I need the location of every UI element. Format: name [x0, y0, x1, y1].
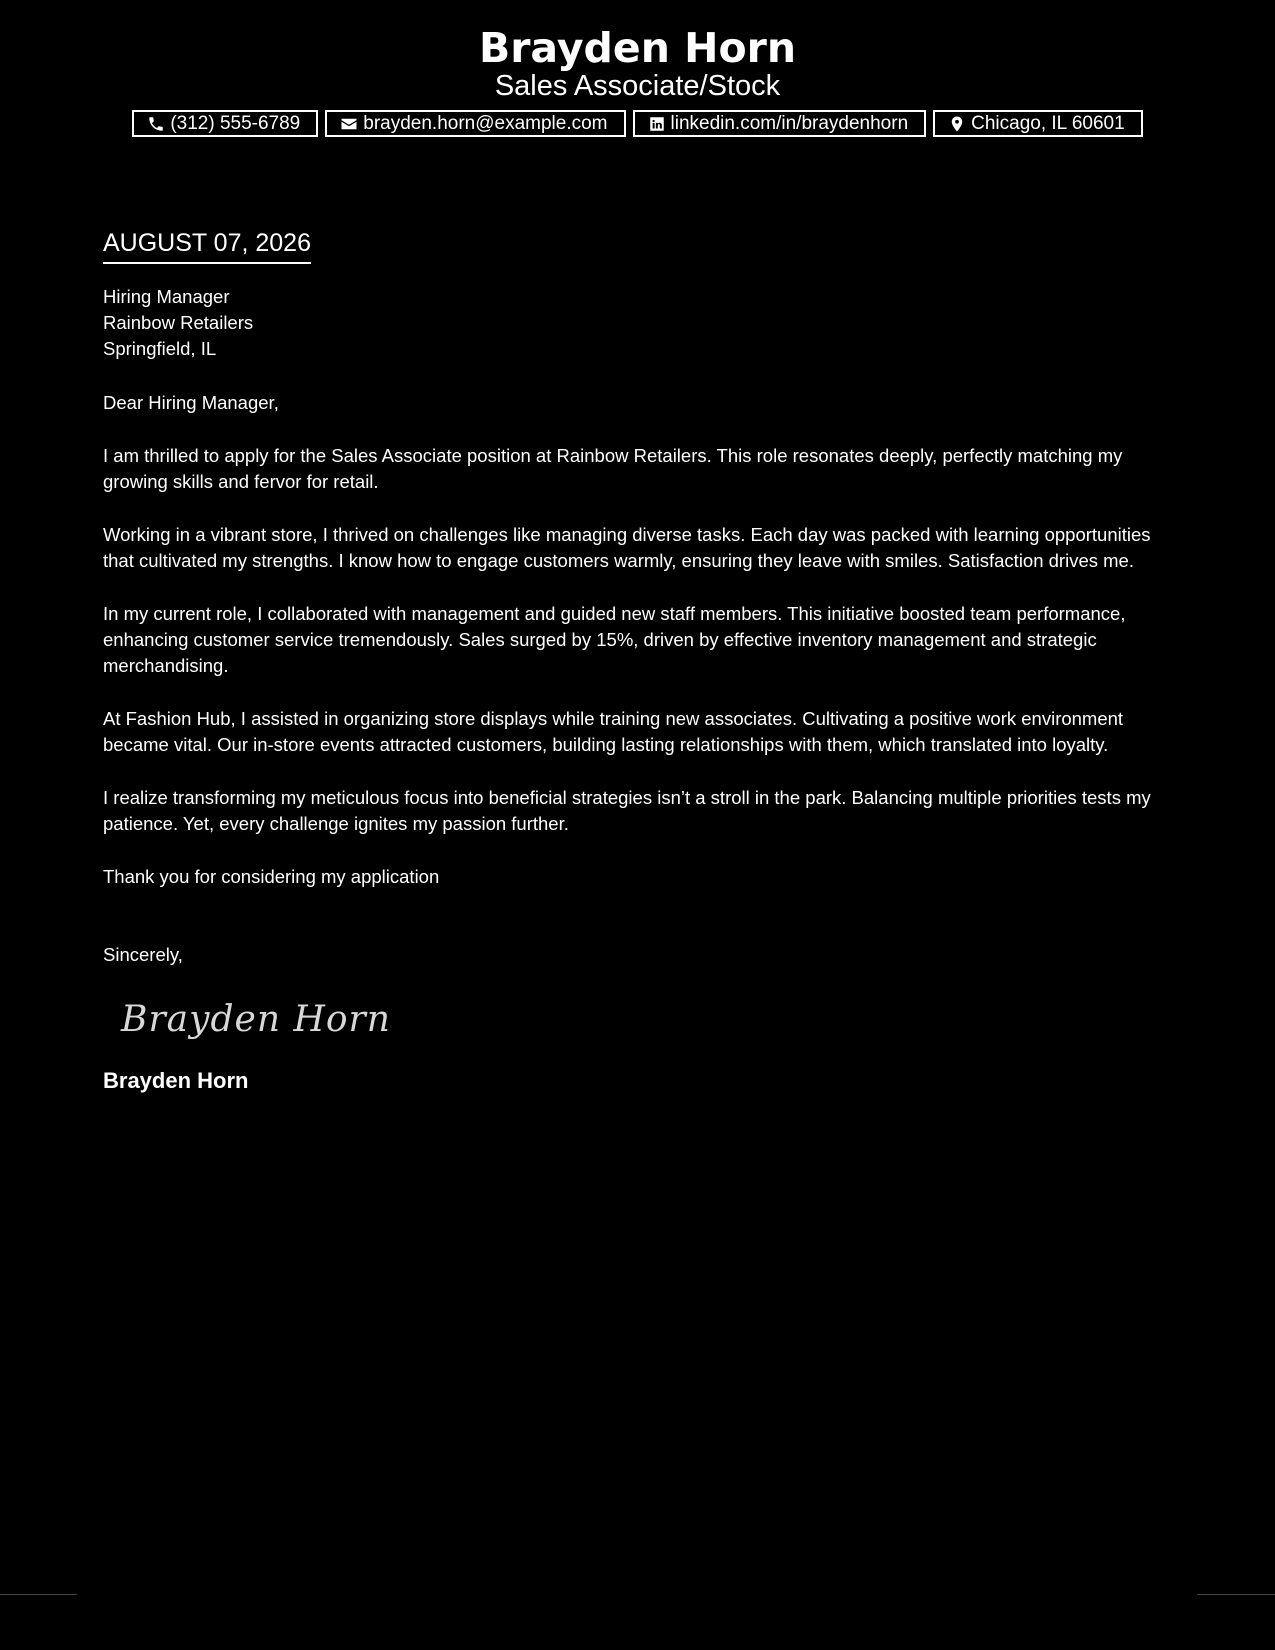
envelope-icon: [340, 115, 358, 133]
letter-header: [0, 22, 1275, 137]
contact-email[interactable]: [325, 110, 625, 137]
signature: Brayden Horn: [121, 999, 391, 1040]
contact-linkedin-text: linkedin.com/in/braydenhorn: [670, 112, 909, 134]
recipient-location: Springfield, IL: [103, 338, 217, 359]
map-marker-icon: [948, 115, 966, 133]
recipient-title: Hiring Manager: [103, 286, 230, 307]
paragraph: Working in a vibrant store, I thrived on challenges like managing diverse tasks. Each day was packed with learning opportunities that cultivated my strengths. I know how to engage customers warmly, ensuring they leave with smiles. Satisfaction drives me.: [103, 524, 1151, 571]
contact-phone-text: (312) 555-6789: [170, 112, 301, 134]
contact-bar: [0, 110, 1275, 137]
recipient-block: [103, 284, 1173, 362]
phone-icon: [147, 115, 165, 133]
salutation: Dear Hiring Manager,: [103, 392, 279, 413]
letter-date: AUGUST 07, 2026: [103, 226, 311, 264]
paragraph: At Fashion Hub, I assisted in organizing store displays while training new associates. Cultivating a positive work environment became vital. Our in-store events attracted customers, building lasting relationships with them, which translated into loyalty.: [103, 708, 1124, 755]
paragraph: In my current role, I collaborated with management and guided new staff members. This initiative boosted team performance, enhancing customer service tremendously. Sales surged by 15%, driven by effective inventory management and strategic merchandising.: [103, 603, 1126, 676]
letter-body: [103, 226, 1173, 1095]
contact-email-text: brayden.horn@example.com: [363, 112, 608, 134]
footer-divider-right: [1197, 1594, 1275, 1595]
paragraph: I am thrilled to apply for the Sales Associate position at Rainbow Retailers. This role resonates deeply, perfectly matching my growing skills and fervor for retail.: [103, 445, 1123, 492]
contact-linkedin[interactable]: [633, 110, 927, 137]
thank-you-line: Thank you for considering my application: [103, 866, 440, 887]
recipient-company: Rainbow Retailers: [103, 312, 254, 333]
contact-location-text: Chicago, IL 60601: [971, 112, 1125, 134]
paragraph: I realize transforming my meticulous focus into beneficial strategies isn’t a stroll in the park. Balancing multiple priorities tests my patience. Yet, every challenge ignites my passion further.: [103, 787, 1151, 834]
contact-location[interactable]: [933, 110, 1143, 137]
applicant-name: Brayden Horn: [478, 24, 797, 72]
signer-name: Brayden Horn: [103, 1068, 249, 1093]
applicant-role: Sales Associate/Stock: [494, 70, 781, 102]
footer-divider-left: [0, 1594, 77, 1595]
closing: Sincerely,: [103, 944, 183, 965]
linkedin-icon: [648, 115, 666, 133]
contact-phone[interactable]: [132, 110, 318, 137]
